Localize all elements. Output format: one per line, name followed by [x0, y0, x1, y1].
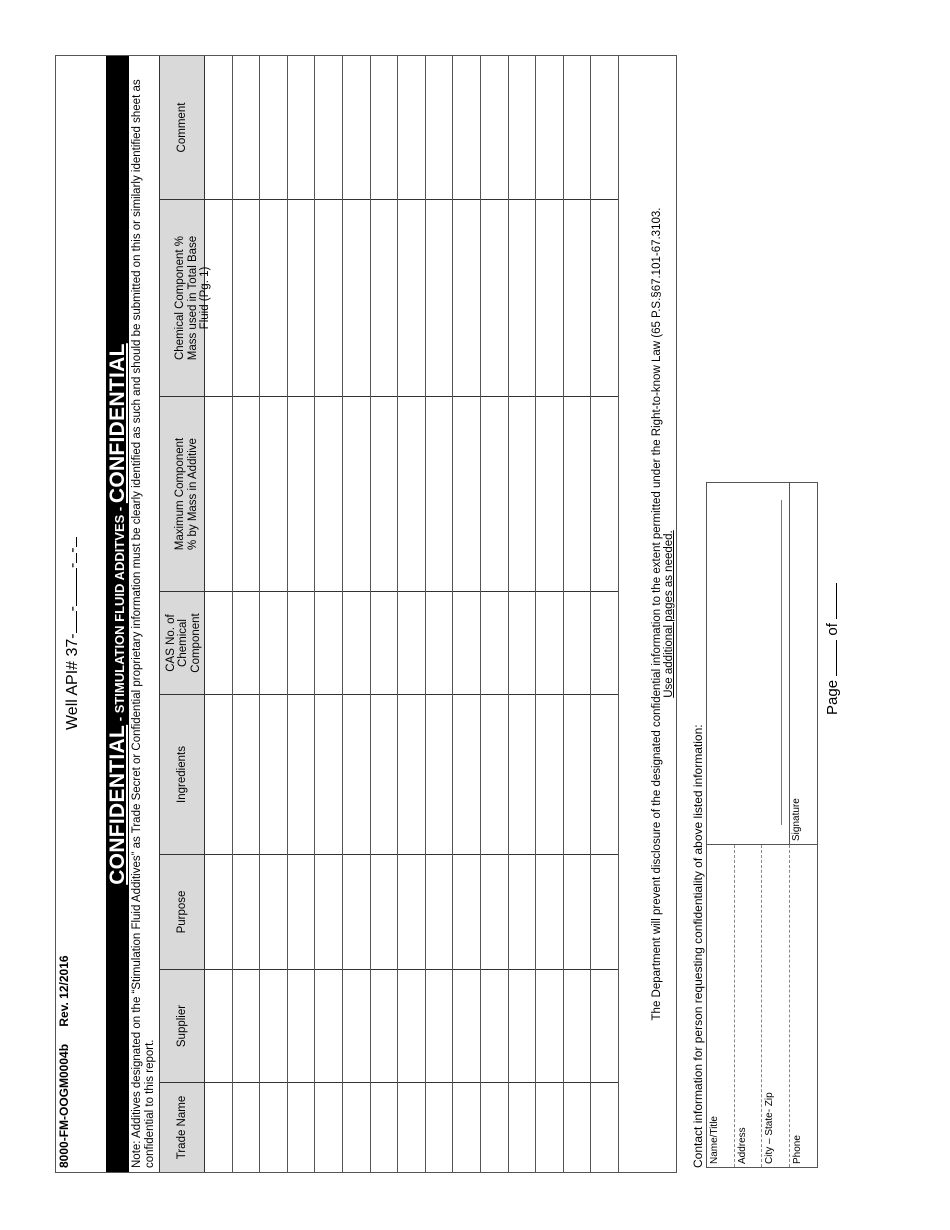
- table-row: [426, 56, 454, 1172]
- cell-chem-component[interactable]: [398, 199, 425, 396]
- page-label: Page: [824, 679, 841, 715]
- header-cas-no: CAS No. of Chemical Component: [160, 591, 205, 694]
- cell-ingredients[interactable]: [315, 694, 342, 854]
- cell-trade-name[interactable]: [315, 1082, 342, 1172]
- cell-purpose[interactable]: [591, 854, 618, 969]
- cell-ingredients[interactable]: [564, 694, 591, 854]
- cell-supplier[interactable]: [288, 969, 315, 1082]
- cell-trade-name[interactable]: [260, 1082, 287, 1172]
- cell-cas-no[interactable]: [288, 591, 315, 694]
- cell-comment[interactable]: [288, 56, 315, 199]
- cell-chem-component[interactable]: [343, 199, 370, 396]
- cell-chem-component[interactable]: [260, 199, 287, 396]
- cell-comment[interactable]: [564, 56, 591, 199]
- confidential-left: CONFIDENTIAL: [106, 724, 129, 885]
- cell-purpose[interactable]: [398, 854, 425, 969]
- cell-trade-name[interactable]: [371, 1082, 398, 1172]
- cell-ingredients[interactable]: [426, 694, 453, 854]
- disclaimer-line-2: Use additional pages as needed.: [663, 530, 675, 698]
- contact-field-label: City – State- Zip: [764, 1092, 775, 1164]
- cell-trade-name[interactable]: [564, 1082, 591, 1172]
- cell-ingredients[interactable]: [260, 694, 287, 854]
- cell-chem-component[interactable]: [453, 199, 480, 396]
- cell-supplier[interactable]: [564, 969, 591, 1082]
- cell-max-component[interactable]: [343, 396, 370, 591]
- cell-chem-component[interactable]: [233, 199, 260, 396]
- cell-ingredients[interactable]: [481, 694, 508, 854]
- table-row: [453, 56, 481, 1172]
- contact-divider: [707, 844, 817, 845]
- cell-max-component[interactable]: [371, 396, 398, 591]
- disclaimer: [649, 56, 677, 1172]
- cell-cas-no[interactable]: [481, 591, 508, 694]
- table-row: [398, 56, 426, 1172]
- cell-cas-no[interactable]: [260, 591, 287, 694]
- cell-ingredients[interactable]: [509, 694, 536, 854]
- cell-supplier[interactable]: [343, 969, 370, 1082]
- cell-chem-component[interactable]: [481, 199, 508, 396]
- cell-cas-no[interactable]: [315, 591, 342, 694]
- cell-supplier[interactable]: [453, 969, 480, 1082]
- table-row: [233, 56, 261, 1172]
- cell-cas-no[interactable]: [205, 591, 232, 694]
- cell-cas-no[interactable]: [591, 591, 618, 694]
- cell-cas-no[interactable]: [453, 591, 480, 694]
- cell-ingredients[interactable]: [591, 694, 618, 854]
- cell-cas-no[interactable]: [343, 591, 370, 694]
- cell-ingredients[interactable]: [453, 694, 480, 854]
- cell-supplier[interactable]: [233, 969, 260, 1082]
- confidential-right: CONFIDENTIAL: [106, 343, 129, 504]
- contact-field-phone[interactable]: [790, 845, 818, 1167]
- header-chem-component: Chemical Component % Mass used in Total Base Fluid (Pg. 1): [160, 199, 205, 396]
- header-supplier: Supplier: [160, 969, 205, 1082]
- cell-comment[interactable]: [205, 56, 232, 199]
- signature-separator: [789, 482, 790, 844]
- contact-field-label: Name/Title: [709, 1116, 720, 1164]
- cell-max-component[interactable]: [426, 396, 453, 591]
- title-banner: [106, 56, 129, 1172]
- cell-purpose[interactable]: [315, 854, 342, 969]
- table-row: [564, 56, 592, 1172]
- cell-supplier[interactable]: [536, 969, 563, 1082]
- cell-chem-component[interactable]: [205, 199, 232, 396]
- header-max-component: Maximum Component % by Mass in Additive: [160, 396, 205, 591]
- cell-max-component[interactable]: [564, 396, 591, 591]
- cell-ingredients[interactable]: [233, 694, 260, 854]
- contact-field-label: Phone: [791, 1135, 803, 1164]
- cell-max-component[interactable]: [536, 396, 563, 591]
- disclaimer-line-1: The Department will prevent disclosure of the designated confidential information to the extent permitted under the Right-to-know Law (65 P.S.§67.101-67.3103.: [651, 207, 663, 1021]
- cell-purpose[interactable]: [509, 854, 536, 969]
- table-row: [205, 56, 233, 1172]
- cell-comment[interactable]: [591, 56, 618, 199]
- well-api-field[interactable]: Well API# 37----: [62, 537, 82, 730]
- cell-cas-no[interactable]: [536, 591, 563, 694]
- cell-chem-component[interactable]: [315, 199, 342, 396]
- contact-field-name-title[interactable]: [707, 845, 735, 1167]
- cell-max-component[interactable]: [591, 396, 618, 591]
- cell-supplier[interactable]: [260, 969, 287, 1082]
- cell-purpose[interactable]: [233, 854, 260, 969]
- cell-chem-component[interactable]: [288, 199, 315, 396]
- cell-chem-component[interactable]: [426, 199, 453, 396]
- additives-table: [55, 55, 677, 1173]
- header-purpose: Purpose: [160, 854, 205, 969]
- cell-chem-component[interactable]: [509, 199, 536, 396]
- cell-supplier[interactable]: [426, 969, 453, 1082]
- cell-cas-no[interactable]: [371, 591, 398, 694]
- cell-max-component[interactable]: [453, 396, 480, 591]
- cell-max-component[interactable]: [398, 396, 425, 591]
- cell-purpose[interactable]: [260, 854, 287, 969]
- cell-max-component[interactable]: [288, 396, 315, 591]
- signature-line[interactable]: [781, 500, 782, 825]
- cell-supplier[interactable]: [398, 969, 425, 1082]
- table-row: [288, 56, 316, 1172]
- cell-chem-component[interactable]: [371, 199, 398, 396]
- cell-chem-component[interactable]: [536, 199, 563, 396]
- cell-comment[interactable]: [453, 56, 480, 199]
- cell-supplier[interactable]: [371, 969, 398, 1082]
- cell-purpose[interactable]: [426, 854, 453, 969]
- cell-comment[interactable]: [371, 56, 398, 199]
- header-comment: Comment: [160, 56, 205, 199]
- cell-purpose[interactable]: [343, 854, 370, 969]
- cell-max-component[interactable]: [233, 396, 260, 591]
- cell-ingredients[interactable]: [343, 694, 370, 854]
- cell-comment[interactable]: [426, 56, 453, 199]
- table-row: [315, 56, 343, 1172]
- cell-comment[interactable]: [233, 56, 260, 199]
- cell-purpose[interactable]: [536, 854, 563, 969]
- cell-comment[interactable]: [509, 56, 536, 199]
- cell-comment[interactable]: [536, 56, 563, 199]
- cell-ingredients[interactable]: [205, 694, 232, 854]
- contact-intro: Contact information for person requesting confidentiality of above listed information:: [691, 724, 705, 1168]
- table-row: [371, 56, 399, 1172]
- table-row: [481, 56, 509, 1172]
- signature-label: Signature: [791, 798, 802, 841]
- table-row: [509, 56, 537, 1172]
- cell-comment[interactable]: [260, 56, 287, 199]
- cell-chem-component[interactable]: [591, 199, 618, 396]
- cell-cas-no[interactable]: [509, 591, 536, 694]
- cell-trade-name[interactable]: [288, 1082, 315, 1172]
- cell-purpose[interactable]: [205, 854, 232, 969]
- cell-trade-name[interactable]: [205, 1082, 232, 1172]
- cell-supplier[interactable]: [509, 969, 536, 1082]
- well-api-label: Well API# 37-: [64, 633, 81, 730]
- header-trade-name: Trade Name: [160, 1082, 205, 1172]
- cell-comment[interactable]: [398, 56, 425, 199]
- cell-trade-name[interactable]: [591, 1082, 618, 1172]
- cell-supplier[interactable]: [315, 969, 342, 1082]
- cell-comment[interactable]: [315, 56, 342, 199]
- page-number: [822, 583, 841, 715]
- cell-cas-no[interactable]: [233, 591, 260, 694]
- cell-trade-name[interactable]: [536, 1082, 563, 1172]
- form-number: 8000-FM-OOGM0004b: [57, 1043, 71, 1168]
- cell-purpose[interactable]: [564, 854, 591, 969]
- cell-comment[interactable]: [343, 56, 370, 199]
- cell-cas-no[interactable]: [398, 591, 425, 694]
- cell-max-component[interactable]: [205, 396, 232, 591]
- cell-trade-name[interactable]: [343, 1082, 370, 1172]
- cell-cas-no[interactable]: [564, 591, 591, 694]
- cell-ingredients[interactable]: [288, 694, 315, 854]
- contact-field-label: Address: [736, 1127, 748, 1164]
- of-label: of: [824, 623, 841, 636]
- cell-trade-name[interactable]: [481, 1082, 508, 1172]
- cell-trade-name[interactable]: [233, 1082, 260, 1172]
- form-revision: Rev. 12/2016: [57, 955, 71, 1027]
- confidentiality-note: Note: Additives designated on the “Stimulation Fluid Additives” as Trade Secret or Confidential proprietary information must be clearly identified as such and should be submitted on this or similarly identified sheet as confidential to this report.: [129, 56, 160, 1172]
- page-number-input[interactable]: [822, 640, 837, 676]
- cell-supplier[interactable]: [481, 969, 508, 1082]
- header-ingredients: Ingredients: [160, 694, 205, 854]
- cell-max-component[interactable]: [260, 396, 287, 591]
- contact-field-city-state-zip[interactable]: [762, 845, 790, 1167]
- cell-trade-name[interactable]: [426, 1082, 453, 1172]
- contact-box: [706, 482, 818, 1168]
- cell-purpose[interactable]: [288, 854, 315, 969]
- cell-purpose[interactable]: [453, 854, 480, 969]
- cell-purpose[interactable]: [481, 854, 508, 969]
- cell-trade-name[interactable]: [509, 1082, 536, 1172]
- cell-max-component[interactable]: [481, 396, 508, 591]
- contact-field-address[interactable]: [735, 845, 763, 1167]
- cell-ingredients[interactable]: [398, 694, 425, 854]
- cell-chem-component[interactable]: [564, 199, 591, 396]
- table-row: [260, 56, 288, 1172]
- cell-cas-no[interactable]: [426, 591, 453, 694]
- table-row: [591, 56, 619, 1172]
- cell-purpose[interactable]: [371, 854, 398, 969]
- cell-comment[interactable]: [481, 56, 508, 199]
- title-middle: - STIMULATION FLUID ADDITVES -: [112, 503, 127, 725]
- cell-trade-name[interactable]: [398, 1082, 425, 1172]
- page-total-input[interactable]: [822, 583, 837, 619]
- cell-max-component[interactable]: [509, 396, 536, 591]
- table-row: [536, 56, 564, 1172]
- cell-ingredients[interactable]: [536, 694, 563, 854]
- cell-ingredients[interactable]: [371, 694, 398, 854]
- cell-supplier[interactable]: [591, 969, 618, 1082]
- cell-supplier[interactable]: [205, 969, 232, 1082]
- cell-trade-name[interactable]: [453, 1082, 480, 1172]
- cell-max-component[interactable]: [315, 396, 342, 591]
- table-row: [343, 56, 371, 1172]
